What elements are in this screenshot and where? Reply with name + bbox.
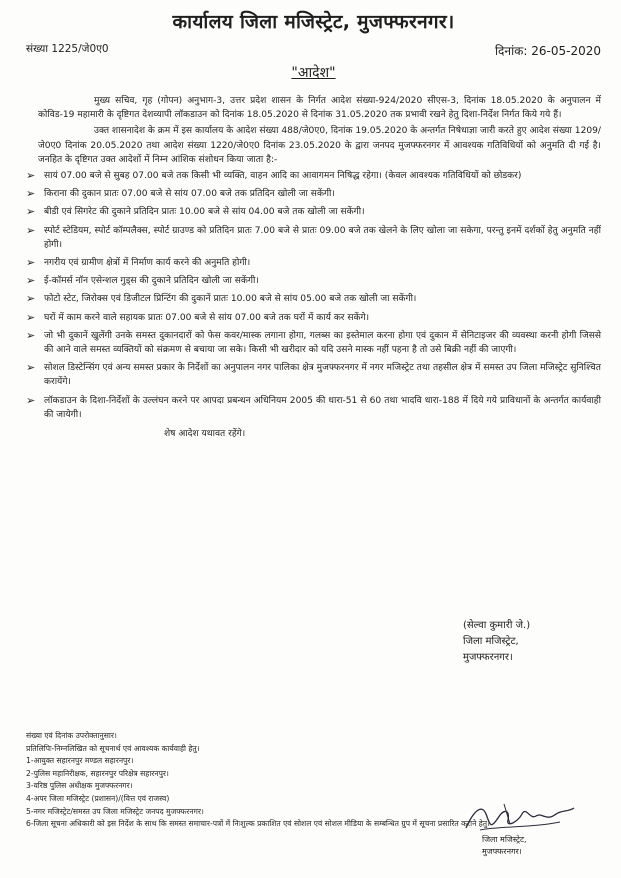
signatory-block — [463, 618, 530, 666]
directive-item: ➢ सोशल डिस्टेन्सिंग एवं अन्य समस्त प्रकार के निर्देशों का अनुपालन नगर पालिका क्षेत्र मुजफ्फरनगर में नगर मजिस्ट्रेट तथा तहसील क्षेत्र में समस्त उप जिला मजिस्ट्रेट सुनिश्चित करायेंगे। — [26, 361, 601, 388]
arrow-bullet-icon: ➢ — [26, 393, 36, 407]
copy-recipient: 3-वरिष्ठ पुलिस अधीक्षक मुजफ्फरनगर। — [26, 781, 133, 791]
directive-item: ➢ सायं 07.00 बजे से सुबह 07.00 बजे तक किसी भी व्यक्ति, वाहन आदि का आवागमन निषिद्ध रहेगा। (केवल आवश्यक गतिविधियों को छोडकर) — [26, 169, 522, 183]
arrow-bullet-icon: ➢ — [26, 310, 36, 324]
order-heading-text: "आदेश" — [291, 65, 336, 81]
copy-recipient: 5-नगर मजिस्ट्रेट/समस्त उप जिला मजिस्ट्रेट जनपद मुजफ्फरनगर। — [26, 806, 204, 816]
directive-item: ➢ जो भी दुकानें खुलेंगी उनके समस्त दुकानदारों को फेस कवर/मास्क लगाना होगा, गलब्स का इस्तेमाल करना होगा एवं दुकान में सेनिटाइजर की व्यवस्था करनी होगी जिससे की आने वाले समस्त व्यक्तियों को संक्रमण से बचाया जा सके। किसी भी खरीदार को यदि उसने मास्क नहीं पहना है तो उसे बिक्री नहीं की जाएगी। — [26, 328, 601, 356]
directive-item: ➢ किराना की दुकान प्रातः 07.00 बजे से सांय 07.00 बजे तक प्रतिदिन खोली जा सकेंगी। — [26, 187, 335, 201]
signatory-name: (सेल्वा कुमारी जे.) — [463, 620, 531, 631]
directive-list — [26, 169, 601, 422]
arrow-bullet-icon: ➢ — [26, 361, 36, 375]
directive-item: ➢ स्पोर्ट स्टेडियम, स्पोर्ट कॉम्पलैक्स, स्पोर्ट ग्राउण्ड को प्रतिदिन प्रातः 7.00 बजे से प्रातः 09.00 बजे तक खेलने के लिए खोला जा सकेगा, परन्तु इनमें दर्शकों हेतु अनुमति नहीं होगी। — [26, 223, 601, 250]
copy-to-line: प्रतिलिपिः-निम्नलिखित को सूचनार्थ एवं आवश्यक कार्यवाही हेतु। — [26, 743, 200, 753]
order-number: संख्या 1225/जे0ए0 — [26, 43, 109, 55]
order-heading — [26, 63, 601, 82]
office-title: कार्यालय जिला मजिस्ट्रेट, मुजफ्फरनगर। — [172, 11, 455, 33]
arrow-bullet-icon: ➢ — [26, 328, 36, 342]
handwritten-signature — [460, 800, 580, 834]
directive-item: ➢ बीडी एवं सिगरेट की दुकाने प्रतिदिन प्रातः 10.00 बजे से सांय 04.00 बजे तक खोली जा सकेंगी। — [26, 205, 365, 219]
final-signatory — [482, 834, 527, 858]
arrow-bullet-icon: ➢ — [26, 292, 36, 306]
arrow-bullet-icon: ➢ — [26, 169, 36, 183]
directive-item: ➢ घरों में काम करने वाले सहायक प्रातः 07.00 बजे से सांय 07.00 बजे तक घरों में कार्य कर सकेंगे। — [26, 310, 370, 324]
header-row — [26, 42, 601, 59]
paragraph-2: उक्त शासनादेश के क्रम में इस कार्यालय के आदेश संख्या 488/जे0ए0, दिनांक 19.05.2020 के अन्तर्गत निषेधाज्ञा जारी करते हुए आदेश संख्या 1209/जे0ए0 दिनांक 20.05.2020 तथा आदेश संख्या 1220/जे0ए0 दिनांक 23.05.2020 के द्वारा जनपद मुजफ्फरनगर में आवश्यक गतिविधियों को अनुमति दी गई है। जनहित के दृष्टिगत उक्त आदेशों में निम्न आंशिक संशोधन किया जाता है:- — [38, 126, 601, 165]
arrow-bullet-icon: ➢ — [26, 274, 36, 288]
arrow-bullet-icon: ➢ — [26, 223, 36, 237]
copy-recipient: 2-पुलिस महानिरीक्षक, सहारनपुर परिक्षेत्र सहारनपुर। — [26, 768, 169, 778]
arrow-bullet-icon: ➢ — [26, 256, 36, 270]
signatory-designation: जिला मजिस्ट्रेट, — [463, 636, 519, 647]
directive-item: ➢ लॉकडाउन के दिशा-निर्देशों के उल्लंघन करने पर आपदा प्रबन्धन अधिनियम 2005 की धारा-51 से 60 तथा भादवि धारा-188 में दिये गये प्राविधानों के अन्तर्गत कार्यवाही की जायेगी। — [26, 393, 601, 420]
signatory-place: मुजफ्फरनगर। — [463, 652, 513, 663]
arrow-bullet-icon: ➢ — [26, 187, 36, 201]
final-designation: जिला मजिस्ट्रेट, — [482, 835, 527, 844]
final-place: मुजफ्फरनगर। — [482, 847, 522, 856]
copy-recipient: 1-आयुक्त सहारनपुर मण्डल सहारनपुर। — [26, 756, 134, 766]
order-date: दिनांक: 26-05-2020 — [494, 44, 601, 58]
reference-line: संख्या एवं दिनांक उपरोक्तानुसार। — [26, 731, 117, 740]
directive-item: ➢ नगरीय एवं ग्रामीण क्षेत्रों में निर्माण कार्य करने की अनुमति होगी। — [26, 256, 251, 270]
directive-item: ➢ फोटो स्टेट, जिरोक्स एवं डिजीटल प्रिन्टिंग की दुकानें प्रातः 10.00 बजे से सांय 05.00 बजे तक खोली जा सकेंगी। — [26, 292, 417, 306]
copy-recipient: 4-अपर जिला मजिस्ट्रेट (प्रशासन)/(वित्त एवं राजस्व) — [26, 793, 170, 803]
remaining-orders-note: शेष आदेश यथावत रहेंगे। — [164, 429, 246, 440]
paragraph-1: मुख्य सचिव, गृह (गोपन) अनुभाग-3, उत्तर प्रदेश शासन के निर्गत आदेश संख्या-924/2020 सीएस-3, दिनांक 18.05.2020 के अनुपालन में कोविड-19 महामारी के दृष्टिगत देशव्यापी लॉकडाउन को दिनांक 18.05.2020 से दिनांक 31.05.2020 तक प्रभावी रखने हेतु दिशा-निर्देश निर्गत किये गये हैं। — [38, 96, 601, 121]
arrow-bullet-icon: ➢ — [26, 205, 36, 219]
directive-item: ➢ ई-कॉमर्स नॉन एसेन्शल गुड्स की दुकाने प्रतिदिन खोली जा सकेंगी। — [26, 274, 259, 288]
copy-recipient: 6-जिला सूचना अधिकारी को इस निर्देश के साथ कि समस्त समाचार-पत्रों में निःशुल्क प्रकाशित एवं सोशल एवं सोशल मीडिया के सम्बन्धित ग्रुप में सूचना प्रसारित कराने हेतु। — [26, 819, 490, 829]
